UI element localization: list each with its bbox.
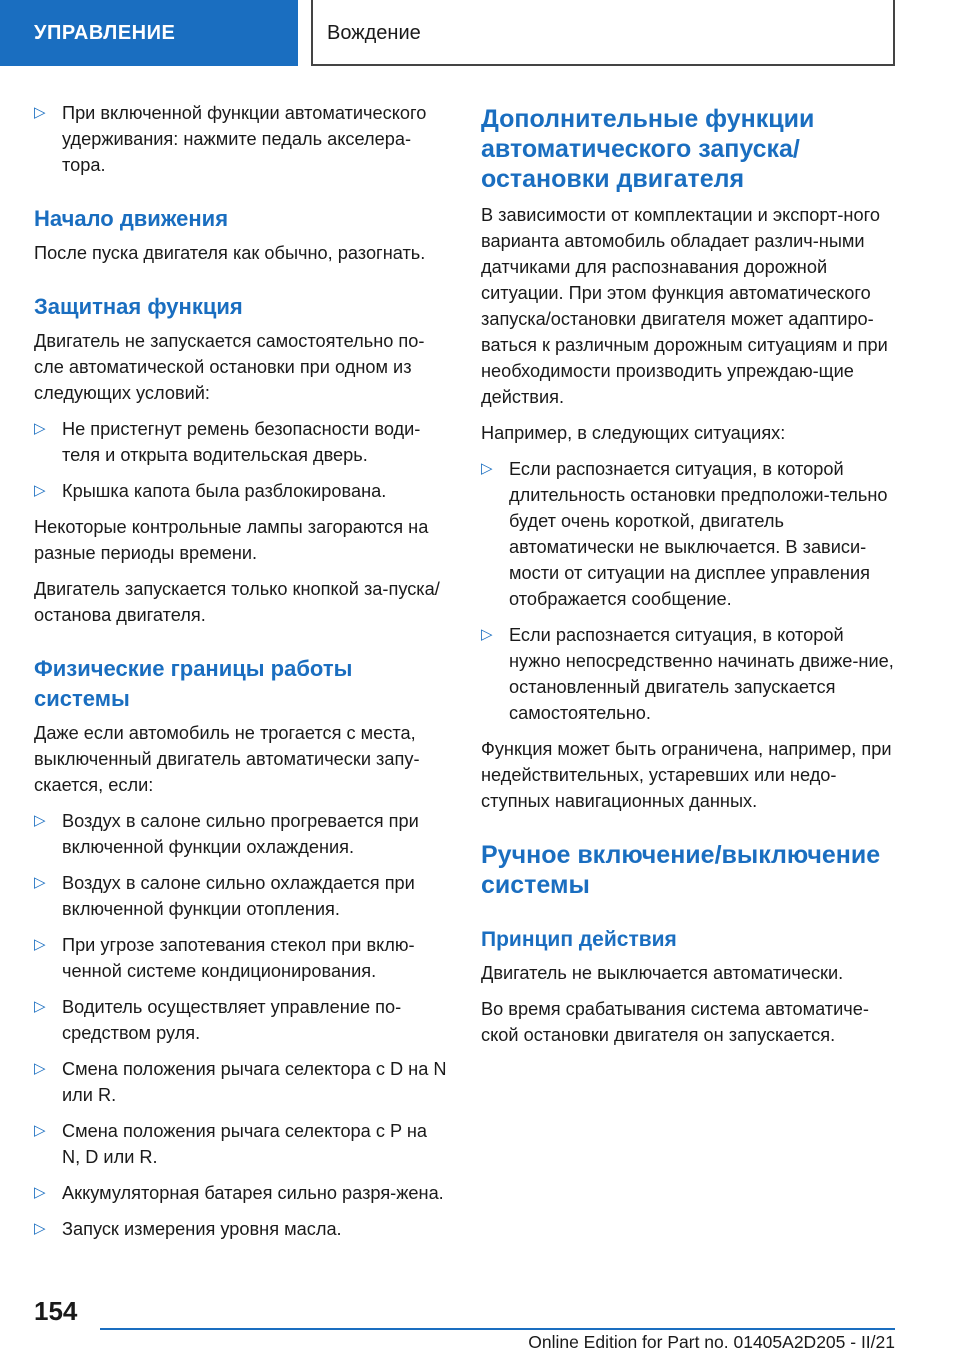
heading-extra-functions: Дополнительные функции автоматического запуска/ остановки двигателя — [481, 105, 815, 193]
heading-start: Начало движения — [34, 206, 229, 231]
heading-limits: Физические границы работы системы — [34, 656, 353, 711]
heading-manual: Ручное включение/выключение системы — [481, 841, 881, 899]
list-item — [34, 1180, 450, 1206]
list-item-text: Если распознается ситуация, в которой длительность остановки предположи-тельно будет очень короткой, двигатель автоматически не выключается. В зависи-мости от ситуации на дисплее управления отображается сообщение. — [509, 459, 888, 609]
list-item-text: Крышка капота была разблокирована. — [62, 481, 387, 501]
triangle-right-icon: ▷ — [34, 1060, 46, 1077]
triangle-right-icon: ▷ — [34, 1220, 46, 1237]
right-column — [481, 100, 897, 1058]
triangle-right-icon: ▷ — [34, 1184, 46, 1201]
footer-divider — [100, 1328, 895, 1330]
list-item-text: Если распознается ситуация, в которой нужно непосредственно начинать движе-ние, остановленный двигатель запускается самостоятельно. — [509, 625, 894, 723]
paragraph: Двигатель не выключается автоматически. — [481, 963, 844, 983]
triangle-right-icon: ▷ — [481, 460, 493, 477]
paragraph: Даже если автомобиль не трогается с места, выключенный двигатель автоматически запу-скается, если: — [34, 723, 420, 795]
triangle-right-icon: ▷ — [34, 936, 46, 953]
left-column — [34, 100, 450, 1252]
chapter-title: Вождение — [311, 0, 895, 66]
section-tab: УПРАВЛЕНИЕ — [0, 0, 298, 66]
list-item-text: При угрозе запотевания стекол при вклю-ченной системе кондиционирования. — [62, 935, 415, 981]
page-number: 154 — [34, 1296, 78, 1326]
list-item — [34, 478, 450, 504]
list-item-text: При включенной функции автоматического удерживания: нажмите педаль акселера-тора. — [62, 103, 427, 175]
list-item — [34, 808, 450, 860]
triangle-right-icon: ▷ — [34, 1122, 46, 1139]
triangle-right-icon: ▷ — [481, 626, 493, 643]
list-item — [34, 1118, 450, 1170]
triangle-right-icon: ▷ — [34, 812, 46, 829]
paragraph: В зависимости от комплектации и экспорт-ного варианта автомобиль обладает различ-ными датчиками для распознавания дорожной ситуации. При этом функция автоматического запуска/остановки двигателя может адаптиро-ваться к различным дорожным ситуациям и при необходимости производить упреждаю-щие действия. — [481, 205, 888, 407]
list-item — [34, 1216, 450, 1242]
heading-principle: Принцип действия — [481, 928, 677, 951]
paragraph: Во время срабатывания система автоматиче-ской остановки двигателя он запускается. — [481, 999, 869, 1045]
list-item-text: Воздух в салоне сильно прогревается при включенной функции охлаждения. — [62, 811, 419, 857]
list-item-text: Смена положения рычага селектора с D на N или R. — [62, 1059, 447, 1105]
triangle-right-icon: ▷ — [34, 482, 46, 499]
list-item — [34, 994, 450, 1046]
list-item-text: Смена положения рычага селектора с P на N, D или R. — [62, 1121, 428, 1167]
paragraph: Двигатель запускается только кнопкой за-пуска/останова двигателя. — [34, 579, 440, 625]
list-item — [34, 870, 450, 922]
list-item-text: Аккумуляторная батарея сильно разря-жена. — [62, 1183, 444, 1203]
triangle-right-icon: ▷ — [34, 420, 46, 437]
triangle-right-icon: ▷ — [34, 874, 46, 891]
list-item — [34, 100, 450, 178]
footer-edition: Online Edition for Part no. 01405A2D205 - II/21 — [528, 1332, 895, 1352]
list-item — [34, 932, 450, 984]
list-item-text: Воздух в салоне сильно охлаждается при включенной функции отопления. — [62, 873, 415, 919]
list-item-text: Не пристегнут ремень безопасности води-теля и открыта водительская дверь. — [62, 419, 421, 465]
paragraph: Двигатель не запускается самостоятельно по-сле автоматической остановки при одном из следующих условий: — [34, 331, 425, 403]
list-item — [34, 1056, 450, 1108]
paragraph: Функция может быть ограничена, например, при недействительных, устаревших или недо-ступных навигационных данных. — [481, 739, 892, 811]
list-item — [481, 456, 897, 612]
list-item — [481, 622, 897, 726]
heading-protect: Защитная функция — [34, 294, 243, 319]
list-item-text: Запуск измерения уровня масла. — [62, 1219, 342, 1239]
paragraph: После пуска двигателя как обычно, разогнать. — [34, 243, 426, 263]
triangle-right-icon: ▷ — [34, 104, 46, 121]
paragraph: Некоторые контрольные лампы загораются на разные периоды времени. — [34, 517, 429, 563]
list-item — [34, 416, 450, 468]
paragraph: Например, в следующих ситуациях: — [481, 423, 786, 443]
triangle-right-icon: ▷ — [34, 998, 46, 1015]
list-item-text: Водитель осуществляет управление по-средством руля. — [62, 997, 402, 1043]
